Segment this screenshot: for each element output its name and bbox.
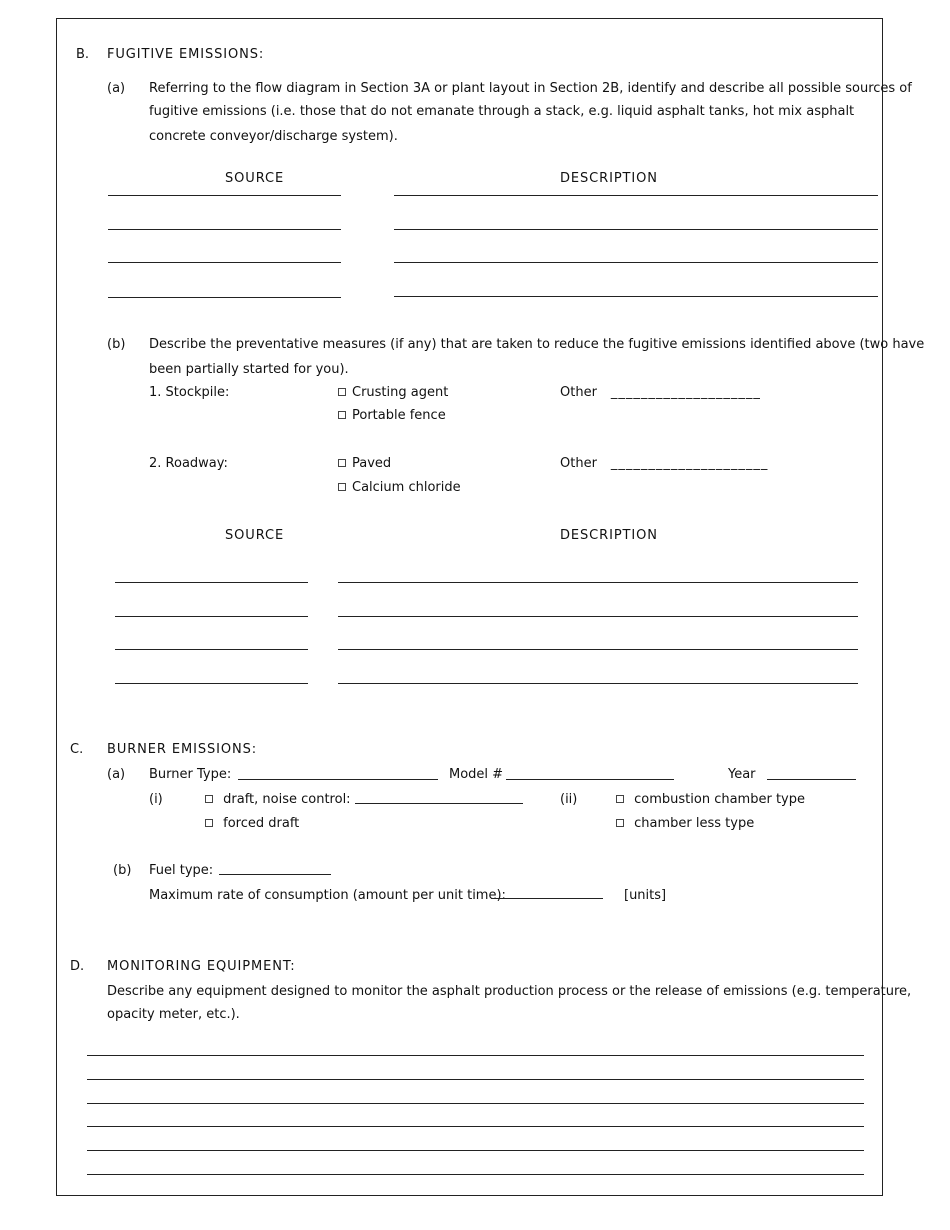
roadway-label: 2. Roadway: <box>149 456 228 471</box>
description-field-1[interactable] <box>394 195 878 196</box>
source-field-2[interactable] <box>108 229 341 230</box>
measure-description-field-4[interactable] <box>338 683 858 684</box>
section-b-a-text-line-2: fugitive emissions (i.e. those that do not emanate through a stack, e.g. liquid asphalt tanks, hot mix asphalt <box>149 104 855 119</box>
monitoring-field-4[interactable] <box>87 1126 864 1127</box>
source-field-3[interactable] <box>108 262 341 263</box>
measure-description-field-2[interactable] <box>338 616 858 617</box>
checkbox-icon[interactable] <box>338 388 346 396</box>
section-b-title: FUGITIVE EMISSIONS: <box>107 47 265 62</box>
monitoring-field-1[interactable] <box>87 1055 864 1056</box>
option-portable-fence[interactable]: Portable fence <box>338 403 446 428</box>
source-header-2: SOURCE <box>225 528 285 543</box>
source-field-1[interactable] <box>108 195 341 196</box>
model-field[interactable] <box>506 779 674 780</box>
monitoring-field-6[interactable] <box>87 1174 864 1175</box>
checkbox-icon[interactable] <box>338 411 346 419</box>
section-b-a-text-line-1: Referring to the flow diagram in Section 3A or plant layout in Section 2B, identify and describe all possible sources of <box>149 81 912 96</box>
section-c-letter: C. <box>70 742 84 757</box>
option-combustion-chamber-type[interactable]: combustion chamber type <box>616 787 805 812</box>
section-b-a-text-line-3: concrete conveyor/discharge system). <box>149 129 398 144</box>
section-d-title: MONITORING EQUIPMENT: <box>107 959 296 974</box>
measure-source-field-3[interactable] <box>115 649 308 650</box>
roadway-other-blank[interactable]: _____________________ <box>610 456 769 471</box>
section-d-letter: D. <box>70 959 85 974</box>
monitoring-field-5[interactable] <box>87 1150 864 1151</box>
roman-i-label: (i) <box>149 792 163 807</box>
section-c-title: BURNER EMISSIONS: <box>107 742 258 757</box>
checkbox-icon[interactable] <box>616 795 624 803</box>
section-b-letter: B. <box>76 47 90 62</box>
burner-type-field[interactable] <box>238 779 438 780</box>
stockpile-other[interactable]: Other ____________________ <box>560 385 761 400</box>
section-b-b-text-line-2: been partially started for you). <box>149 362 349 377</box>
model-label: Model # <box>449 767 504 782</box>
section-b-b-text-line-1: Describe the preventative measures (if any) that are taken to reduce the fugitive emissions identified above (two have <box>149 337 925 352</box>
stockpile-other-blank[interactable]: ____________________ <box>610 385 761 400</box>
option-draft-noise-control[interactable]: draft, noise control: <box>205 787 351 812</box>
description-field-2[interactable] <box>394 229 878 230</box>
stockpile-label: 1. Stockpile: <box>149 385 230 400</box>
checkbox-icon[interactable] <box>338 459 346 467</box>
option-crusting-agent[interactable]: Crusting agent <box>338 380 448 405</box>
checkbox-icon[interactable] <box>616 819 624 827</box>
year-label: Year <box>728 767 756 782</box>
units-label: [units] <box>624 888 667 903</box>
monitoring-field-2[interactable] <box>87 1079 864 1080</box>
max-rate-field[interactable] <box>491 898 603 899</box>
draft-noise-control-field[interactable] <box>355 803 523 804</box>
roman-ii-label: (ii) <box>560 792 578 807</box>
section-c-b-label: (b) <box>113 863 132 878</box>
section-b-a-label: (a) <box>107 81 126 96</box>
checkbox-icon[interactable] <box>338 483 346 491</box>
monitoring-field-3[interactable] <box>87 1103 864 1104</box>
checkbox-icon[interactable] <box>205 819 213 827</box>
measure-source-field-2[interactable] <box>115 616 308 617</box>
measure-description-field-3[interactable] <box>338 649 858 650</box>
measure-source-field-4[interactable] <box>115 683 308 684</box>
source-field-4[interactable] <box>108 297 341 298</box>
fuel-type-field[interactable] <box>219 874 331 875</box>
description-field-3[interactable] <box>394 262 878 263</box>
section-c-a-label: (a) <box>107 767 126 782</box>
section-d-text-line-1: Describe any equipment designed to monitor the asphalt production process or the release of emissions (e.g. temperature, <box>107 984 912 999</box>
checkbox-icon[interactable] <box>205 795 213 803</box>
description-header-2: DESCRIPTION <box>560 528 658 543</box>
section-b-b-label: (b) <box>107 337 126 352</box>
source-header: SOURCE <box>225 171 285 186</box>
burner-type-label: Burner Type: <box>149 767 232 782</box>
option-forced-draft[interactable]: forced draft <box>205 811 299 836</box>
option-calcium-chloride[interactable]: Calcium chloride <box>338 475 461 500</box>
measure-source-field-1[interactable] <box>115 582 308 583</box>
description-field-4[interactable] <box>394 296 878 297</box>
fuel-type-label: Fuel type: <box>149 863 214 878</box>
option-paved[interactable]: Paved <box>338 451 391 476</box>
max-rate-label: Maximum rate of consumption (amount per unit time): <box>149 888 506 903</box>
description-header: DESCRIPTION <box>560 171 658 186</box>
option-chamber-less-type[interactable]: chamber less type <box>616 811 754 836</box>
year-field[interactable] <box>767 779 856 780</box>
section-d-text-line-2: opacity meter, etc.). <box>107 1007 240 1022</box>
measure-description-field-1[interactable] <box>338 582 858 583</box>
roadway-other[interactable]: Other _____________________ <box>560 456 769 471</box>
